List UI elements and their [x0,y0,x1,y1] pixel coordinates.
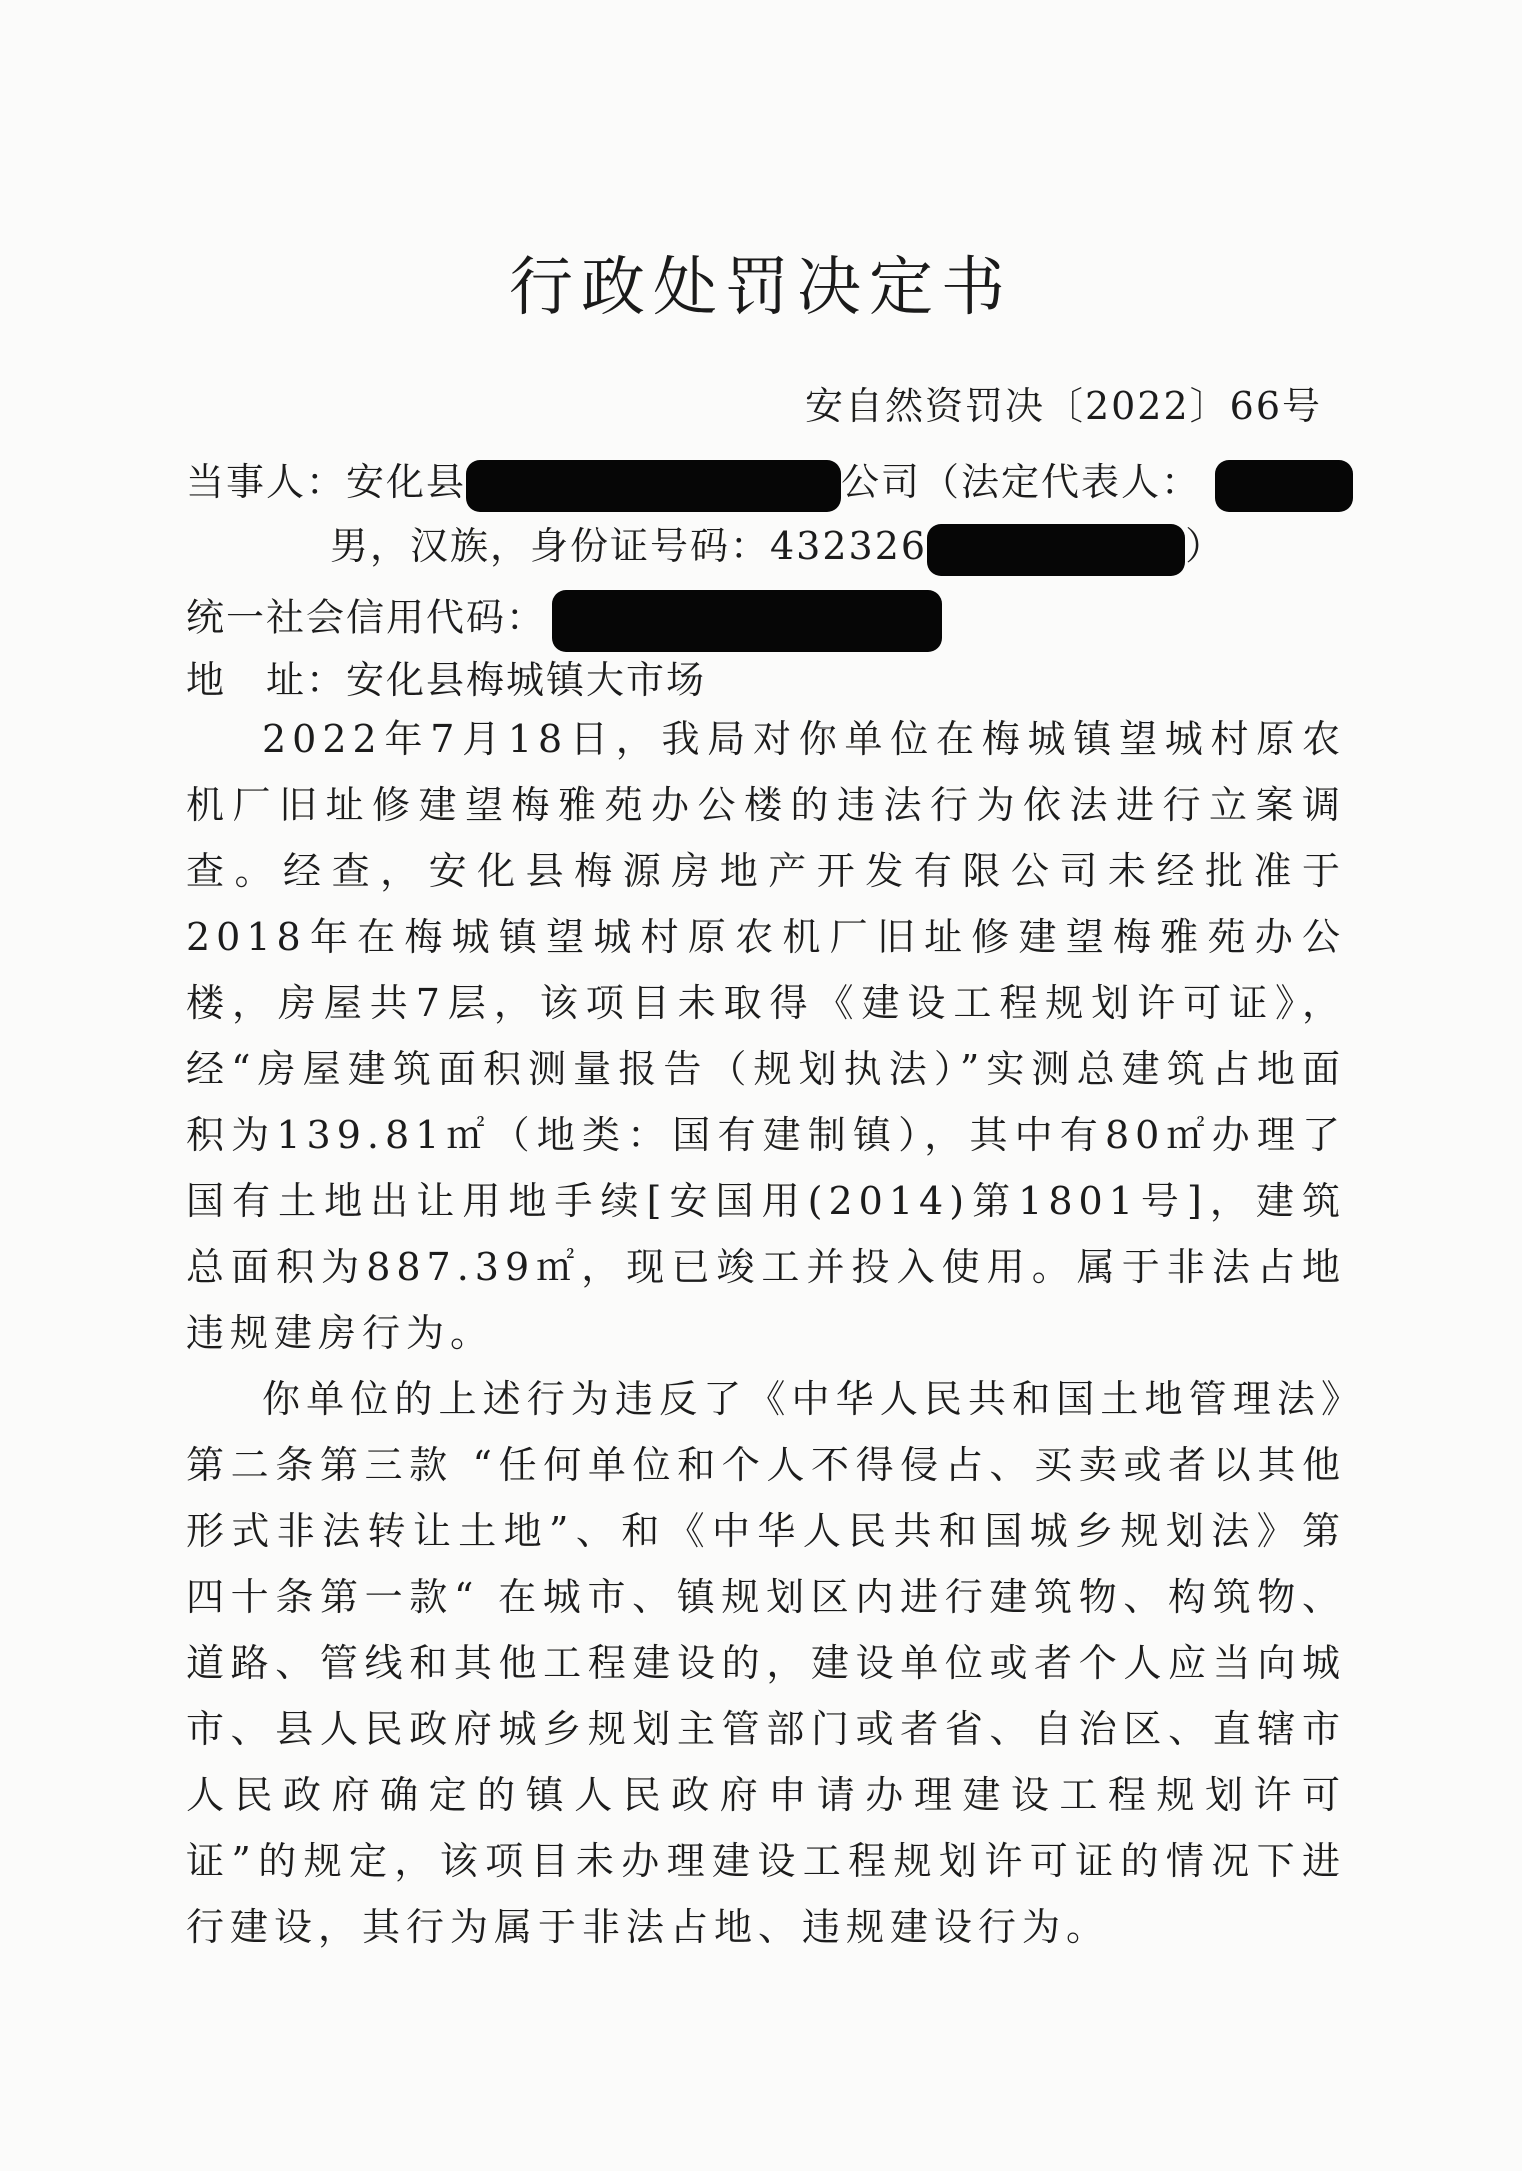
redacted-representative-name [1215,460,1353,512]
redacted-credit-code [552,590,942,652]
party-middle: 公司（法定代表人： [841,460,1202,504]
address-line: 地 址：安化县梅城镇大市场 [186,658,707,702]
paragraph-violation: 你单位的上述行为违反了《中华人民共和国土地管理法》第二条第三款 “任何单位和个人不得侵占、买卖或者以其他形式非法转让土地”、和《中华人民共和国城乡规划法》第四十条第一款“ 在城市、镇规划区内进行建筑物、构筑物、道路、管线和其他工程建设的，建设单位或者个人应当向城市、县人民政府城乡规划主管部门或者省、自治区、直辖市人民政府确定的镇人民政府申请办理建设工程规划许可证”的规定，该项目未办理建设工程规划许可证的情况下进行建设，其行为属于非法占地、违规建设行为。 [186,1377,1346,1949]
document-title: 行政处罚决定书 [509,251,1013,325]
document-number: 安自然资罚决〔2022〕66号 [804,384,1322,428]
document-body [186,706,1346,1960]
redacted-id-number [927,524,1185,576]
credit-code-label: 统一社会信用代码： [186,595,547,640]
paragraph-facts: 2022年7月18日，我局对你单位在梅城镇望城村原农机厂旧址修建望梅雅苑办公楼的违法行为依法进行立案调查。经查，安化县梅源房地产开发有限公司未经批准于2018年在梅城镇望城村原农机厂旧址修建望梅雅苑办公楼，房屋共7层，该项目未取得《建设工程规划许可证》，经“房屋建筑面积测量报告（规划执法）”实测总建筑占地面积为139.81㎡（地类：国有建制镇），其中有80㎡办理了国有土地出让用地手续[安国用(2014)第1801号]，建筑总面积为887.39㎡，现已竣工并投入使用。属于非法占地违规建房行为。 [186,717,1346,1355]
redacted-company-name [466,460,841,512]
credit-code-line [186,590,942,652]
id-line [330,522,1225,576]
party-line [186,458,1353,512]
id-prefix: 男，汉族，身份证号码：432326 [330,524,928,568]
party-prefix: 当事人：安化县 [186,460,467,504]
id-suffix: ） [1185,524,1226,568]
